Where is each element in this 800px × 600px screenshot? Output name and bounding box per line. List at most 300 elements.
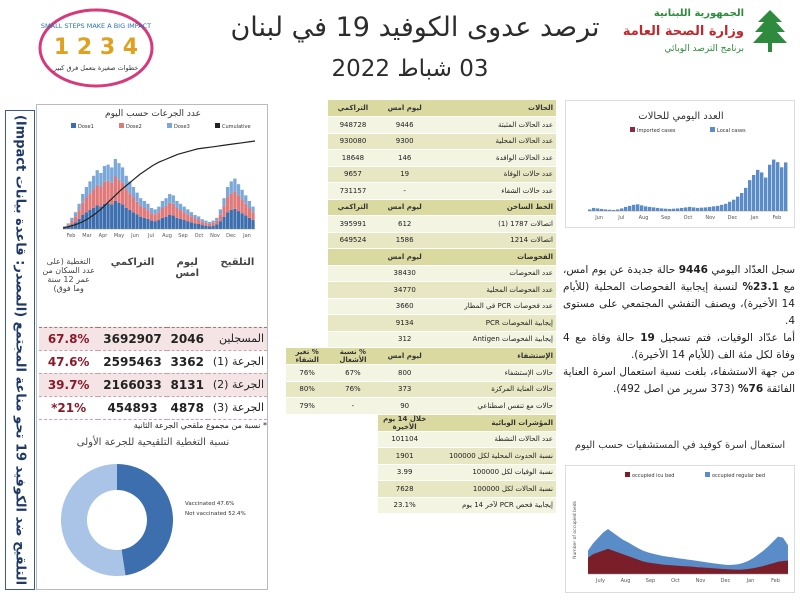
- table-cell: [328, 298, 377, 315]
- x-tick-label: July: [596, 578, 605, 584]
- bar-dose2: [132, 198, 135, 213]
- donut-slice-label: Not vaccinated 52.4%: [185, 511, 246, 517]
- table-cell: 1901: [378, 448, 432, 465]
- bar-dose1: [135, 214, 138, 229]
- bar-local-cases: [760, 172, 763, 211]
- bar-dose2: [168, 203, 171, 215]
- bar-dose2: [230, 193, 233, 210]
- x-tick-label: Nov: [705, 215, 716, 221]
- ministry-logo: [622, 6, 790, 66]
- bar-dose3: [117, 163, 120, 179]
- bar-dose3: [204, 221, 207, 223]
- summary-text-part: سجل العدّاد اليومي: [711, 264, 796, 276]
- daily-cases-chart: [570, 125, 792, 225]
- campaign-badge: [38, 8, 154, 88]
- bar-dose1: [154, 221, 157, 229]
- bar-dose3: [154, 209, 157, 214]
- bar-dose1: [168, 215, 171, 229]
- bar-dose1: [121, 204, 124, 229]
- x-tick-label: Dec: [727, 215, 738, 221]
- x-tick-label: Aug: [162, 233, 172, 239]
- bar-dose3: [143, 201, 146, 208]
- legend-swatch: [710, 127, 715, 132]
- section-header-cell: ليوم امس: [378, 199, 432, 216]
- bar-dose3: [248, 201, 251, 208]
- vac-row-label: المسجلين: [208, 327, 267, 350]
- bar-dose1: [150, 221, 153, 229]
- bar-dose2: [85, 198, 88, 213]
- bar-local-cases: [692, 207, 695, 211]
- bar-dose2: [233, 191, 236, 209]
- table-row: [286, 497, 556, 514]
- bar-local-cases: [636, 204, 639, 211]
- bar-dose2: [135, 202, 138, 215]
- table-cell: حالات الإستشفاء: [432, 365, 556, 382]
- table-cell: 76%: [328, 381, 377, 398]
- legend-swatch: [705, 472, 710, 477]
- bar-dose3: [175, 201, 178, 208]
- bar-dose1: [248, 218, 251, 229]
- table-row: [39, 350, 267, 373]
- table-cell: [328, 282, 377, 299]
- bar-dose2: [103, 182, 106, 204]
- bar-local-cases: [716, 206, 719, 211]
- donut-title: نسبة التغطية التلقيحية للجرعة الأولى: [76, 437, 230, 448]
- bar-local-cases: [784, 162, 787, 211]
- vac-row-cumulative: 3692907: [98, 327, 166, 350]
- bar-local-cases: [656, 208, 659, 211]
- legend-label: Cumulative: [222, 124, 251, 130]
- bar-dose3: [215, 218, 218, 221]
- table-cell: 1586: [378, 232, 432, 249]
- section-header-cell: ليوم امس: [378, 249, 432, 266]
- table-cell: 3.99: [378, 464, 432, 481]
- bar-local-cases: [688, 207, 691, 211]
- x-tick-label: Oct: [683, 215, 693, 221]
- table-row: [286, 133, 556, 150]
- table-cell: عدد فحوصات PCR في المطار: [432, 298, 556, 315]
- x-tick-label: Jan: [750, 215, 759, 221]
- x-tick-label: May: [113, 233, 125, 239]
- bar-local-cases: [780, 167, 783, 211]
- bar-dose2: [157, 212, 160, 220]
- bar-dose1: [157, 220, 160, 229]
- bar-dose3: [139, 198, 142, 206]
- vac-row-label: الجرعة (2): [208, 373, 267, 396]
- table-section-header: [286, 414, 556, 431]
- table-row: [286, 265, 556, 282]
- vac-row-yesterday: 8131: [167, 373, 208, 396]
- x-tick-label: Sep: [178, 233, 188, 239]
- table-cell: عدد الفحوصات: [432, 265, 556, 282]
- legend-label: occupied regular bed: [712, 473, 766, 479]
- bar-local-cases: [632, 205, 635, 211]
- vaccination-note: * نسبة من مجموع ملقحي الجرعة الثانية: [133, 421, 267, 430]
- vertical-banner: [5, 110, 35, 590]
- bar-local-cases: [668, 209, 671, 211]
- vac-row-yesterday: 4878: [167, 396, 208, 419]
- vac-header-coverage: التغطية (على عدد السكان من عمر 12 سنة وما فوق): [39, 255, 98, 327]
- summary-text-part: (373 سرير من اصل 492).: [612, 383, 735, 395]
- bar-dose2: [114, 177, 117, 202]
- bar-dose3: [157, 207, 160, 213]
- table-row: [286, 365, 556, 382]
- section-header-cell: % تغير الشفاء: [286, 348, 328, 365]
- bar-dose2: [172, 204, 175, 216]
- table-cell: عدد حالات الوفاة: [432, 166, 556, 183]
- x-tick-label: Nov: [695, 578, 706, 584]
- table-cell: حالات العناية المركزة: [432, 381, 556, 398]
- table-row: [286, 282, 556, 299]
- bar-dose3: [92, 176, 95, 189]
- bar-dose2: [248, 208, 251, 218]
- bar-dose2: [70, 221, 73, 225]
- x-tick-label: Jun: [595, 215, 604, 221]
- bar-dose2: [219, 214, 222, 221]
- legend-swatch: [167, 123, 172, 128]
- table-cell: 79%: [286, 398, 328, 415]
- table-row: [286, 381, 556, 398]
- section-header-cell: الخط الساخن: [432, 199, 556, 216]
- bar-local-cases: [704, 207, 707, 211]
- section-header-cell: ليوم امس: [378, 348, 432, 365]
- table-cell: 67%: [328, 365, 377, 382]
- bar-dose1: [128, 210, 131, 229]
- bar-dose1: [208, 226, 211, 229]
- bar-local-cases: [720, 205, 723, 211]
- bar-dose2: [88, 193, 91, 210]
- bar-dose3: [219, 209, 222, 214]
- summary-highlight: 9446: [678, 264, 708, 276]
- x-tick-label: Sep: [661, 215, 671, 221]
- bar-dose3: [237, 184, 240, 195]
- hospital-beds-title: استعمال اسرة كوفيد في المستشفيات حسب اليوم: [574, 440, 786, 451]
- bar-local-cases: [644, 206, 647, 211]
- bar-dose1: [179, 219, 182, 229]
- vac-row-cumulative: 2595463: [98, 350, 166, 373]
- table-row: [286, 298, 556, 315]
- hospital-beds-chart: [570, 470, 792, 590]
- vac-row-label: الجرعة (3): [208, 396, 267, 419]
- table-cell: -: [378, 183, 432, 200]
- legend-label: Dose1: [78, 124, 94, 130]
- table-cell: 649524: [328, 232, 377, 249]
- bar-dose1: [117, 203, 120, 229]
- bar-dose2: [183, 212, 186, 220]
- bar-dose3: [168, 194, 171, 203]
- table-cell: اتصالات 1214: [432, 232, 556, 249]
- x-tick-label: Dec: [720, 578, 731, 584]
- vac-row-yesterday: 3362: [167, 350, 208, 373]
- x-tick-label: Mar: [82, 233, 92, 239]
- bar-dose1: [125, 208, 128, 229]
- bar-dose2: [74, 216, 77, 222]
- vac-row-yesterday: 2046: [167, 327, 208, 350]
- bar-dose2: [92, 189, 95, 208]
- vac-header-label: التلقيح: [208, 255, 267, 327]
- bar-local-cases: [696, 208, 699, 211]
- bar-dose1: [164, 217, 167, 229]
- bar-dose1: [219, 221, 222, 229]
- table-row: [286, 431, 556, 448]
- bar-dose2: [215, 221, 218, 225]
- bar-dose1: [110, 204, 113, 229]
- summary-paragraph-hospital: [563, 364, 795, 398]
- bar-dose2: [143, 208, 146, 218]
- bar-local-cases: [680, 208, 683, 211]
- table-cell: حالات مع تنفس اصطناعي: [432, 398, 556, 415]
- bar-dose2: [237, 195, 240, 211]
- summary-text-part: من جهة الاستشفاء، بلغت نسبة استعمال اسرة العناية الفائقة: [563, 366, 795, 395]
- table-row: [39, 327, 267, 350]
- table-cell: 80%: [286, 381, 328, 398]
- table-cell: 9657: [328, 166, 377, 183]
- summary-highlight: 23.1%: [742, 281, 779, 293]
- bar-dose3: [186, 209, 189, 214]
- bar-dose1: [88, 210, 91, 229]
- x-tick-label: Feb: [66, 233, 76, 239]
- table-cell: عدد الحالات المحلية: [432, 133, 556, 150]
- bar-local-cases: [652, 207, 655, 211]
- table-cell: 948728: [328, 117, 377, 134]
- bar-dose3: [179, 204, 182, 210]
- table-row: [286, 183, 556, 200]
- vac-header-yesterday: ليوم امس: [167, 255, 208, 327]
- table-row: [286, 232, 556, 249]
- bar-local-cases: [740, 193, 743, 211]
- x-tick-label: Jan: [746, 578, 755, 584]
- bar-dose2: [251, 212, 254, 220]
- table-row: [286, 315, 556, 332]
- bar-dose3: [222, 198, 225, 206]
- vac-row-label: الجرعة (1): [208, 350, 267, 373]
- bar-dose1: [197, 224, 200, 229]
- bar-dose3: [74, 212, 77, 216]
- section-header-cell: ليوم امس: [378, 100, 432, 117]
- x-tick-label: Dec: [226, 233, 236, 239]
- bar-dose2: [154, 214, 157, 221]
- bar-dose3: [183, 207, 186, 213]
- table-cell: 34770: [378, 282, 432, 299]
- table-row: [286, 117, 556, 134]
- x-tick-label: Jul: [618, 215, 625, 221]
- x-tick-label: Aug: [620, 578, 631, 584]
- table-cell: 146: [378, 150, 432, 167]
- program-label: برنامج الترصد الوبائي: [664, 44, 744, 54]
- coverage-donut-chart: [57, 455, 253, 585]
- summary-text: [563, 262, 795, 398]
- bar-dose2: [164, 206, 167, 217]
- bar-dose3: [226, 187, 229, 198]
- bar-dose3: [190, 212, 193, 216]
- section-header-cell: [328, 249, 377, 266]
- bar-dose3: [110, 167, 113, 182]
- doses-chart-title: عدد الجرعات حسب اليوم: [105, 109, 201, 119]
- bar-dose1: [96, 205, 99, 229]
- vac-header-cumulative: التراكمي: [98, 255, 166, 327]
- x-tick-label: Oct: [194, 233, 204, 239]
- bar-dose3: [77, 204, 80, 210]
- bar-dose3: [88, 181, 91, 193]
- bar-dose1: [172, 216, 175, 229]
- donut-slice-label: Vaccinated 47.6%: [185, 501, 235, 507]
- table-cell: 731157: [328, 183, 377, 200]
- section-header-cell: المؤشرات الوبائية: [432, 414, 556, 431]
- bar-local-cases: [648, 207, 651, 211]
- section-header-cell: خلال 14 يوم الأخيرة: [378, 414, 432, 431]
- table-row: [286, 331, 556, 348]
- vac-row-cumulative: 454893: [98, 396, 166, 419]
- summary-text-part: لنسبة إيجابية الفحوصات المحلية (للأيام 14 الأخيرة)، ويصنف التفشي المجتمعي على مستوى 4.: [563, 281, 795, 327]
- table-row: [286, 398, 556, 415]
- bar-dose2: [161, 208, 164, 218]
- daily-cases-title: العدد اليومي للحالات: [638, 111, 724, 122]
- table-cell: 3660: [378, 298, 432, 315]
- table-cell: 312: [378, 331, 432, 348]
- bar-local-cases: [732, 200, 735, 211]
- bar-dose3: [135, 193, 138, 202]
- bar-dose3: [85, 187, 88, 198]
- bar-dose3: [193, 215, 196, 219]
- bar-dose2: [193, 219, 196, 224]
- summary-paragraph-deaths: [563, 330, 795, 364]
- table-cell: عدد الحالات الوافدة: [432, 150, 556, 167]
- table-cell: 7628: [378, 481, 432, 498]
- bar-dose2: [197, 220, 200, 224]
- legend-swatch: [625, 472, 630, 477]
- bar-dose3: [233, 179, 236, 192]
- vaccination-table: [39, 255, 267, 420]
- summary-text-part: أما عدّاد الوفيات، فتم تسجيل: [660, 332, 795, 344]
- table-row: [286, 166, 556, 183]
- table-row: [286, 481, 556, 498]
- table-cell: 19: [378, 166, 432, 183]
- legend-swatch: [119, 123, 124, 128]
- bar-dose1: [74, 222, 77, 229]
- republic-label: الجمهورية اللبنانية: [653, 8, 744, 19]
- table-cell: 9446: [378, 117, 432, 134]
- bar-dose3: [67, 223, 70, 224]
- bar-dose1: [201, 225, 204, 229]
- table-cell: نسبة الوفيات لكل 100000: [432, 464, 556, 481]
- summary-highlight: 76%: [738, 383, 764, 395]
- daily-cases-panel: [565, 100, 795, 228]
- bar-dose2: [128, 193, 131, 210]
- donut-slice: [117, 464, 173, 575]
- table-cell: 800: [378, 365, 432, 382]
- bar-dose1: [193, 223, 196, 229]
- badge-subtext: خطوات صغيرة بتعمل فرق كبير: [53, 64, 139, 72]
- legend-swatch: [71, 123, 76, 128]
- x-tick-label: Apr: [98, 233, 108, 239]
- table-section-header: [286, 249, 556, 266]
- y-axis-label: Number of occupied beds: [573, 501, 578, 559]
- bar-dose2: [201, 222, 204, 225]
- table-row: [39, 373, 267, 396]
- table-cell: اتصالات 1787 (1): [432, 216, 556, 233]
- bar-dose2: [204, 223, 207, 226]
- legend-swatch: [215, 123, 220, 128]
- badge-text: SMALL STEPS MAKE A BIG IMPACT: [40, 22, 152, 30]
- bar-dose3: [106, 165, 109, 181]
- table-cell: [328, 315, 377, 332]
- bar-dose1: [161, 218, 164, 229]
- bar-local-cases: [736, 197, 739, 211]
- bar-local-cases: [600, 209, 603, 211]
- bar-local-cases: [776, 162, 779, 211]
- table-cell: 373: [378, 381, 432, 398]
- bar-dose2: [222, 206, 225, 217]
- bar-dose3: [201, 219, 204, 221]
- bar-local-cases: [752, 175, 755, 211]
- badge-digits: 1 2 3 4: [53, 35, 139, 60]
- bar-dose2: [96, 185, 99, 206]
- bar-dose1: [92, 208, 95, 229]
- vac-row-coverage: 21%*: [39, 396, 98, 419]
- table-cell: 9300: [378, 133, 432, 150]
- bar-local-cases: [748, 180, 751, 211]
- bar-dose1: [204, 226, 207, 229]
- bar-dose3: [103, 166, 106, 182]
- bar-dose3: [197, 216, 200, 219]
- legend-label: Imported cases: [637, 128, 676, 134]
- bar-local-cases: [640, 205, 643, 211]
- table-cell: 930080: [328, 133, 377, 150]
- bar-dose1: [190, 222, 193, 229]
- table-cell: [328, 265, 377, 282]
- bar-dose3: [146, 204, 149, 210]
- bar-dose2: [99, 187, 102, 207]
- bar-dose2: [208, 224, 211, 226]
- bar-dose3: [212, 221, 215, 223]
- bar-dose3: [132, 187, 135, 198]
- bar-dose2: [77, 210, 80, 219]
- bar-local-cases: [628, 206, 631, 211]
- bar-dose1: [237, 211, 240, 229]
- x-tick-label: Jan: [243, 233, 251, 239]
- legend-label: occupied icu bed: [632, 473, 675, 479]
- table-row: [286, 216, 556, 233]
- bar-dose2: [125, 189, 128, 208]
- table-cell: 18648: [328, 150, 377, 167]
- summary-text-part: حالة وفاة مع 4 وفاة لكل مئة الف (للأيام 14 الأخيرة).: [563, 332, 795, 361]
- table-section-header: [286, 100, 556, 117]
- bar-dose3: [150, 208, 153, 213]
- table-row: [286, 464, 556, 481]
- summary-text-part: حالة جديدة عن يوم امس، مع: [563, 264, 795, 293]
- bar-dose1: [222, 217, 225, 229]
- bar-dose3: [244, 195, 247, 203]
- donut-slice: [61, 464, 125, 576]
- bar-local-cases: [744, 188, 747, 211]
- section-header-cell: الإستشفاء: [432, 348, 556, 365]
- table-cell: 612: [378, 216, 432, 233]
- statistics-table: [286, 100, 556, 592]
- bar-local-cases: [676, 208, 679, 211]
- section-header-cell: الحالات: [432, 100, 556, 117]
- vac-row-coverage: 47.6%: [39, 350, 98, 373]
- x-tick-label: Nov: [210, 233, 220, 239]
- page-title: ترصد عدوى الكوفيد 19 في لبنان: [230, 12, 600, 43]
- bar-dose3: [96, 170, 99, 185]
- section-header-cell: % نسبة الأشغال: [328, 348, 377, 365]
- ministry-label: وزارة الصحة العامة: [622, 24, 744, 39]
- x-tick-label: Aug: [638, 215, 649, 221]
- x-tick-label: Feb: [771, 578, 780, 584]
- bar-local-cases: [728, 202, 731, 211]
- vac-row-coverage: 67.8%: [39, 327, 98, 350]
- bar-dose3: [121, 167, 124, 182]
